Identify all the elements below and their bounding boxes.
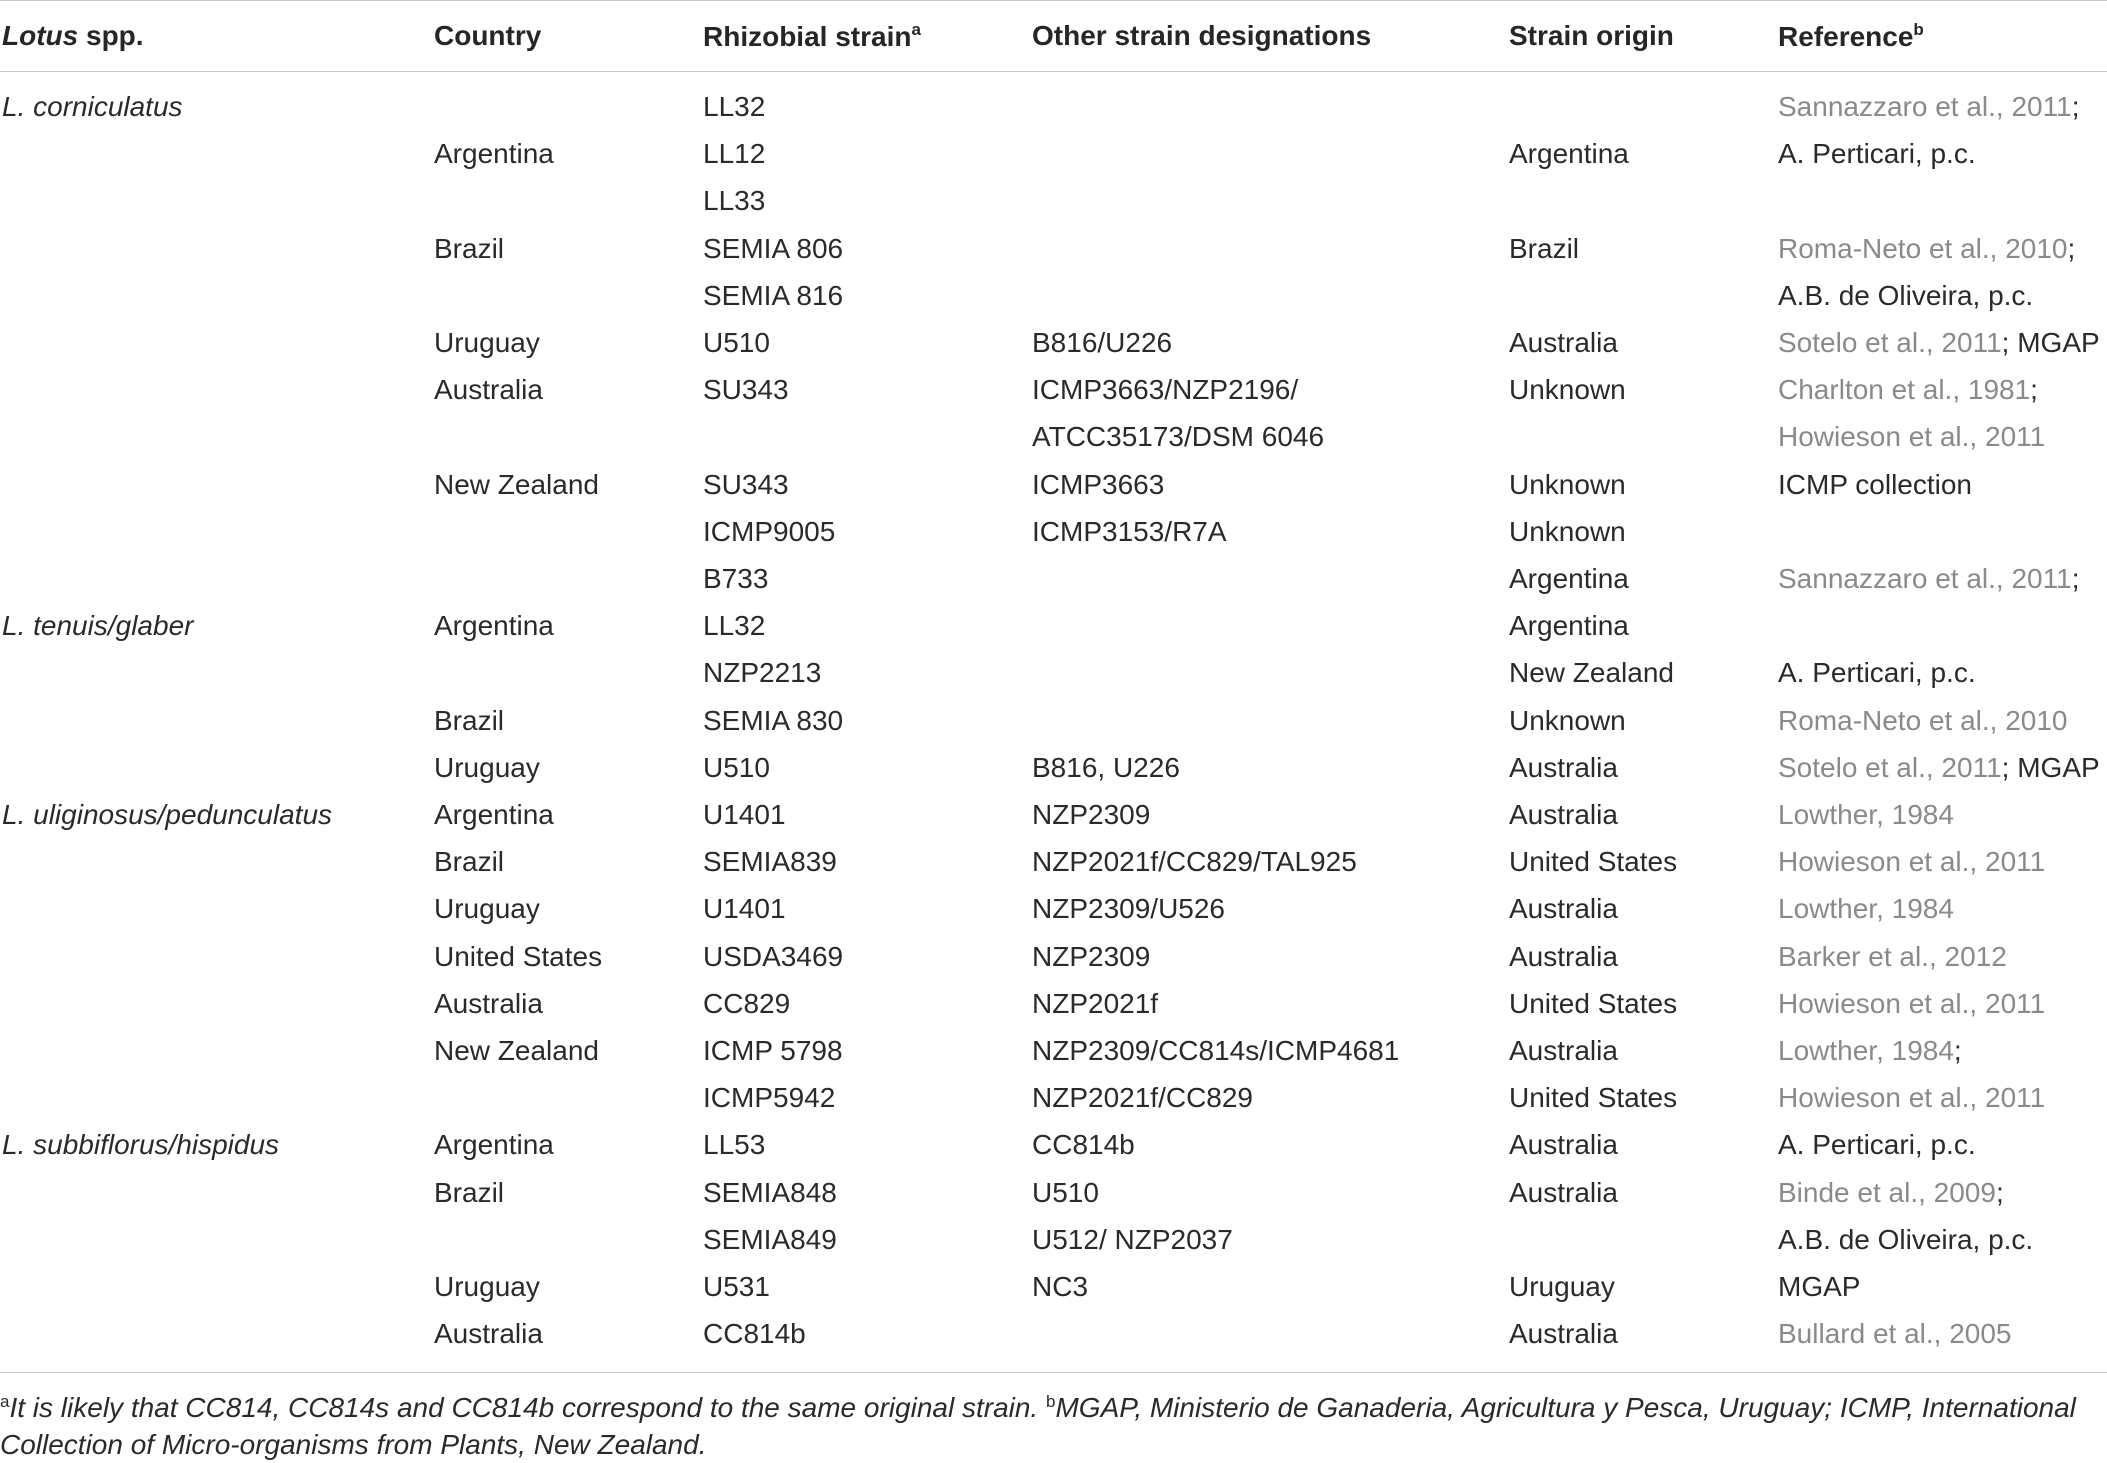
cell-strain-origin: United States bbox=[1509, 1082, 1678, 1114]
table-row bbox=[0, 791, 2107, 838]
cell-rhizobial-strain: SU343 bbox=[703, 468, 789, 500]
cell-rhizobial-strain: LL32 bbox=[703, 610, 766, 642]
cell-country: Uruguay bbox=[434, 327, 540, 358]
table-row bbox=[0, 461, 2107, 508]
cell-rhizobial-strain: LL12 bbox=[703, 138, 766, 170]
cell-rhizobial-strain: ICMP5942 bbox=[703, 1082, 836, 1114]
cell-rhizobial-strain: LL53 bbox=[703, 1129, 766, 1161]
cell-country: Brazil bbox=[434, 1176, 505, 1208]
reference-text: ; MGAP bbox=[2001, 327, 2100, 358]
table-top-rule bbox=[0, 0, 2107, 1]
cell-strain-origin: Unknown bbox=[1509, 515, 1626, 547]
table-row bbox=[0, 1263, 2107, 1310]
cell-other-designations: U512/ NZP2037 bbox=[1032, 1223, 1233, 1255]
cell-reference bbox=[1778, 885, 1954, 932]
cell-reference bbox=[1778, 413, 2045, 460]
cell-species: L. corniculatus bbox=[2, 91, 183, 122]
cell-strain-origin: Australia bbox=[1509, 940, 1618, 972]
cell-strain-origin: United States bbox=[1509, 987, 1678, 1019]
cell-other-designations: ICMP3663/NZP2196/ bbox=[1032, 374, 1299, 406]
table-footnote: $^a$It is likely that CC814, CC814s and CC814b correspond to the same original strain. $^b$MGAP, Ministerio de Ganaderia, Agricultura y Pesca, Uruguay; ICMP, International Collection of Micro-organisms from Plants, New Zealand. bbox=[0, 1392, 2076, 1460]
cell-reference bbox=[1778, 1310, 2012, 1357]
cell-other-designations: ICMP3663 bbox=[1032, 468, 1165, 500]
cell-strain-origin: Argentina bbox=[1509, 610, 1629, 642]
citation-link[interactable]: Lowther, 1984 bbox=[1778, 799, 1954, 830]
header-other-designations: Other strain designations bbox=[1032, 20, 1372, 51]
cell-rhizobial-strain: B733 bbox=[703, 563, 769, 594]
cell-rhizobial-strain: ICMP 5798 bbox=[703, 1035, 843, 1066]
cell-reference bbox=[1778, 1121, 1976, 1168]
table-row bbox=[0, 838, 2107, 885]
reference-text: A.B. de Oliveira, p.c. bbox=[1778, 1223, 2034, 1255]
table-row bbox=[0, 885, 2107, 932]
cell-reference bbox=[1778, 461, 1972, 508]
cell-strain-origin: Unknown bbox=[1509, 704, 1626, 736]
reference-text: A. Perticari, p.c. bbox=[1778, 1129, 1976, 1161]
cell-species: L. uliginosus/pedunculatus bbox=[2, 799, 333, 830]
cell-country: Argentina bbox=[434, 610, 554, 642]
cell-other-designations: NZP2309 bbox=[1032, 940, 1151, 972]
table-row bbox=[0, 933, 2107, 980]
cell-strain-origin: Australia bbox=[1509, 751, 1618, 783]
cell-other-designations: U510 bbox=[1032, 1176, 1099, 1208]
cell-strain-origin: Argentina bbox=[1509, 138, 1629, 170]
table-row bbox=[0, 319, 2107, 366]
cell-country: Uruguay bbox=[434, 1271, 540, 1302]
table-row bbox=[0, 225, 2107, 272]
cell-rhizobial-strain: ICMP9005 bbox=[703, 515, 836, 547]
cell-reference bbox=[1778, 1074, 2045, 1121]
table-row bbox=[0, 980, 2107, 1027]
header-country: Country bbox=[434, 20, 542, 51]
citation-link[interactable]: Sannazzaro et al., 2011 bbox=[1778, 563, 2072, 594]
cell-country: Brazil bbox=[434, 846, 505, 878]
cell-strain-origin: Unknown bbox=[1509, 468, 1626, 500]
cell-rhizobial-strain: U1401 bbox=[703, 799, 786, 830]
cell-rhizobial-strain: U531 bbox=[703, 1271, 770, 1302]
table-row bbox=[0, 744, 2107, 791]
cell-other-designations: B816, U226 bbox=[1032, 751, 1180, 783]
cell-strain-origin: Argentina bbox=[1509, 563, 1629, 594]
cell-strain-origin: Australia bbox=[1509, 799, 1618, 830]
cell-rhizobial-strain: SEMIA 830 bbox=[703, 704, 844, 736]
table-row bbox=[0, 1216, 2107, 1263]
reference-text: ; bbox=[2071, 563, 2080, 594]
cell-strain-origin: Australia bbox=[1509, 1318, 1618, 1350]
cell-other-designations: NZP2021f bbox=[1032, 987, 1159, 1019]
table-row bbox=[0, 649, 2107, 696]
reference-text: ; bbox=[1953, 1035, 1962, 1066]
table-row bbox=[0, 555, 2107, 602]
cell-country: Australia bbox=[434, 1318, 543, 1350]
citation-link[interactable]: Howieson et al., 2011 bbox=[1778, 421, 2046, 453]
cell-other-designations: NC3 bbox=[1032, 1271, 1089, 1302]
citation-link[interactable]: Sannazzaro et al., 2011 bbox=[1778, 91, 2072, 122]
reference-text: MGAP bbox=[1778, 1271, 1861, 1302]
cell-rhizobial-strain: SEMIA848 bbox=[703, 1176, 837, 1208]
citation-link[interactable]: Sotelo et al., 2011 bbox=[1778, 327, 2002, 358]
reference-text: ICMP collection bbox=[1778, 468, 1973, 500]
cell-reference bbox=[1778, 838, 2045, 885]
cell-reference bbox=[1778, 980, 2045, 1027]
cell-rhizobial-strain: U510 bbox=[703, 751, 770, 783]
cell-strain-origin: Brazil bbox=[1509, 232, 1580, 264]
cell-reference bbox=[1778, 1027, 1962, 1074]
citation-link[interactable]: Howieson et al., 2011 bbox=[1778, 987, 2046, 1019]
cell-other-designations: NZP2309 bbox=[1032, 799, 1151, 830]
cell-reference bbox=[1778, 791, 1954, 838]
cell-country: Australia bbox=[434, 987, 543, 1019]
citation-link[interactable]: Lowther, 1984 bbox=[1778, 1035, 1954, 1066]
table-row bbox=[0, 366, 2107, 413]
cell-reference bbox=[1778, 744, 2100, 791]
citation-link[interactable]: Howieson et al., 2011 bbox=[1778, 1082, 2046, 1114]
cell-rhizobial-strain: CC814b bbox=[703, 1318, 806, 1350]
cell-rhizobial-strain: USDA3469 bbox=[703, 940, 844, 972]
cell-reference bbox=[1778, 1263, 1860, 1310]
table-row bbox=[0, 1027, 2107, 1074]
cell-strain-origin: Uruguay bbox=[1509, 1271, 1615, 1302]
cell-reference bbox=[1778, 130, 1976, 177]
cell-reference bbox=[1778, 933, 2007, 980]
cell-rhizobial-strain: NZP2213 bbox=[703, 657, 822, 689]
cell-country: Argentina bbox=[434, 799, 554, 830]
cell-reference bbox=[1778, 649, 1976, 696]
cell-country: Argentina bbox=[434, 138, 554, 170]
header-strain-origin: Strain origin bbox=[1509, 20, 1674, 51]
cell-strain-origin: New Zealand bbox=[1509, 657, 1674, 689]
cell-rhizobial-strain: SU343 bbox=[703, 374, 789, 406]
reference-text: ; bbox=[1995, 1176, 2004, 1208]
reference-text: ; bbox=[2030, 374, 2038, 406]
table-row bbox=[0, 508, 2107, 555]
header-rhizobial-strain: Rhizobial strain$^a$ bbox=[703, 20, 921, 52]
cell-strain-origin: Australia bbox=[1509, 893, 1618, 925]
cell-strain-origin: Australia bbox=[1509, 1035, 1618, 1066]
cell-strain-origin: Unknown bbox=[1509, 374, 1626, 406]
citation-link[interactable]: Roma-Neto et al., 2010 bbox=[1778, 232, 2068, 264]
reference-text: A. Perticari, p.c. bbox=[1778, 138, 1976, 170]
cell-species: L. subbiflorus/hispidus bbox=[2, 1129, 280, 1161]
cell-reference bbox=[1778, 366, 2038, 413]
cell-country: New Zealand bbox=[434, 1035, 599, 1066]
header-reference: Reference$^b$ bbox=[1778, 20, 1924, 52]
cell-rhizobial-strain: LL32 bbox=[703, 91, 766, 122]
cell-country: Uruguay bbox=[434, 893, 540, 925]
cell-country: Brazil bbox=[434, 232, 505, 264]
cell-country: Argentina bbox=[434, 1129, 554, 1161]
cell-strain-origin: Australia bbox=[1509, 327, 1618, 358]
cell-reference bbox=[1778, 555, 2079, 602]
table-row bbox=[0, 602, 2107, 649]
table-row bbox=[0, 83, 2107, 130]
cell-rhizobial-strain: SEMIA 806 bbox=[703, 232, 844, 264]
table-row bbox=[0, 272, 2107, 319]
cell-country: Uruguay bbox=[434, 751, 540, 783]
cell-rhizobial-strain: LL33 bbox=[703, 185, 766, 217]
citation-link[interactable]: Howieson et al., 2011 bbox=[1778, 846, 2046, 878]
cell-strain-origin: Australia bbox=[1509, 1129, 1618, 1161]
cell-other-designations: NZP2021f/CC829/TAL925 bbox=[1032, 846, 1357, 878]
cell-rhizobial-strain: CC829 bbox=[703, 987, 791, 1019]
citation-link[interactable]: Bullard et al., 2005 bbox=[1778, 1318, 2012, 1350]
cell-country: United States bbox=[434, 940, 603, 972]
cell-country: Brazil bbox=[434, 704, 505, 736]
citation-link[interactable]: Barker et al., 2012 bbox=[1778, 940, 2007, 972]
cell-reference bbox=[1778, 319, 2100, 366]
table-row bbox=[0, 1169, 2107, 1216]
citation-link[interactable]: Roma-Neto et al., 2010 bbox=[1778, 704, 2068, 736]
cell-reference bbox=[1778, 225, 2075, 272]
cell-strain-origin: United States bbox=[1509, 846, 1678, 878]
header-bottom-rule bbox=[0, 71, 2107, 72]
cell-rhizobial-strain: SEMIA 816 bbox=[703, 279, 844, 311]
cell-other-designations: CC814b bbox=[1032, 1129, 1135, 1161]
cell-rhizobial-strain: SEMIA839 bbox=[703, 846, 837, 878]
cell-reference bbox=[1778, 1169, 2004, 1216]
cell-rhizobial-strain: SEMIA849 bbox=[703, 1223, 837, 1255]
citation-link[interactable]: Lowther, 1984 bbox=[1778, 893, 1954, 925]
citation-link[interactable]: Sotelo et al., 2011 bbox=[1778, 751, 2002, 783]
cell-other-designations: NZP2309/CC814s/ICMP4681 bbox=[1032, 1035, 1400, 1066]
cell-reference bbox=[1778, 697, 2068, 744]
table-row bbox=[0, 130, 2107, 177]
citation-link[interactable]: Binde et al., 2009 bbox=[1778, 1176, 1996, 1208]
reference-text: ; MGAP bbox=[2001, 751, 2100, 783]
cell-country: New Zealand bbox=[434, 468, 599, 500]
table-row bbox=[0, 177, 2107, 224]
cell-reference bbox=[1778, 83, 2079, 130]
cell-other-designations: B816/U226 bbox=[1032, 327, 1173, 358]
cell-country: Australia bbox=[434, 374, 543, 406]
reference-text: ; bbox=[2071, 91, 2080, 122]
reference-text: A.B. de Oliveira, p.c. bbox=[1778, 279, 2034, 311]
table-row bbox=[0, 1074, 2107, 1121]
table-row bbox=[0, 413, 2107, 460]
cell-reference bbox=[1778, 1216, 2033, 1263]
cell-rhizobial-strain: U510 bbox=[703, 327, 770, 358]
reference-text: ; bbox=[2067, 232, 2076, 264]
cell-rhizobial-strain: U1401 bbox=[703, 893, 786, 925]
cell-strain-origin: Australia bbox=[1509, 1176, 1618, 1208]
citation-link[interactable]: Charlton et al., 1981 bbox=[1778, 374, 2031, 406]
reference-text: A. Perticari, p.c. bbox=[1778, 657, 1976, 689]
cell-other-designations: NZP2021f/CC829 bbox=[1032, 1082, 1254, 1114]
table-row bbox=[0, 697, 2107, 744]
cell-species: L. tenuis/glaber bbox=[2, 610, 194, 642]
cell-other-designations: ICMP3153/R7A bbox=[1032, 515, 1227, 547]
cell-other-designations: ATCC35173/DSM 6046 bbox=[1032, 421, 1325, 453]
cell-other-designations: NZP2309/U526 bbox=[1032, 893, 1226, 925]
table-row bbox=[0, 1121, 2107, 1168]
cell-reference bbox=[1778, 272, 2033, 319]
header-species: Lotus spp. bbox=[2, 20, 144, 51]
table-bottom-rule bbox=[0, 1372, 2107, 1373]
table-row bbox=[0, 1310, 2107, 1357]
